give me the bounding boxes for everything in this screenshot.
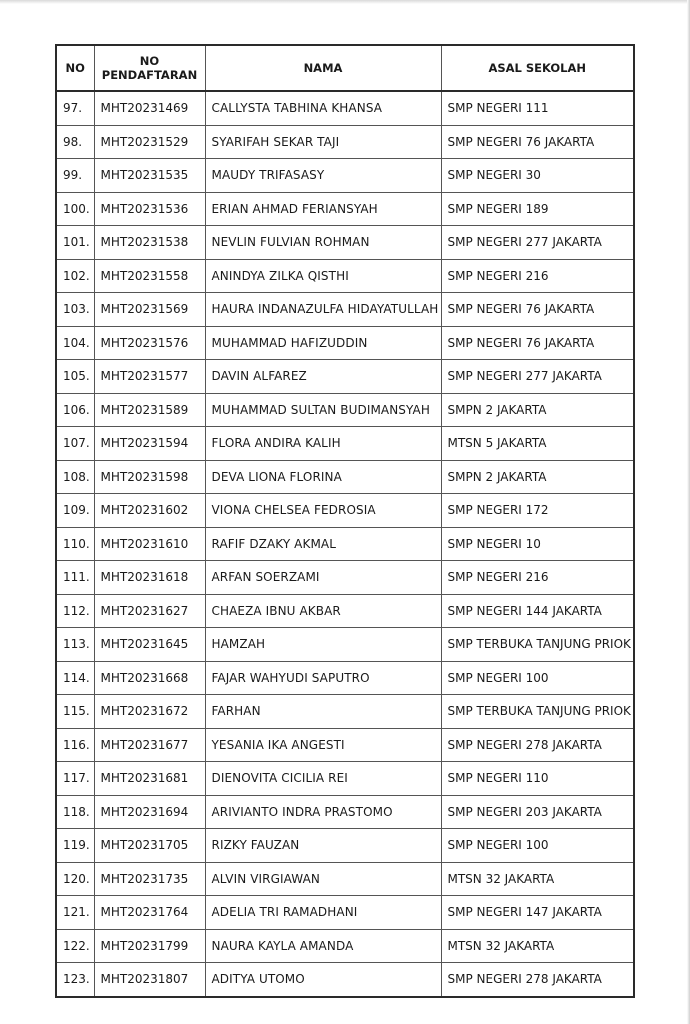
row-number: 99. <box>56 159 94 193</box>
table-row <box>56 594 634 628</box>
school-origin: SMP NEGERI 189 <box>441 192 634 226</box>
registration-number: MHT20231677 <box>94 728 205 762</box>
registration-number: MHT20231618 <box>94 561 205 595</box>
table-row <box>56 326 634 360</box>
student-name: CHAEZA IBNU AKBAR <box>205 594 441 628</box>
row-number: 110. <box>56 527 94 561</box>
header-name: NAMA <box>205 45 441 91</box>
school-origin: SMP NEGERI 10 <box>441 527 634 561</box>
student-name: DIENOVITA CICILIA REI <box>205 762 441 796</box>
school-origin: MTSN 32 JAKARTA <box>441 862 634 896</box>
row-number: 102. <box>56 259 94 293</box>
table-row <box>56 293 634 327</box>
table-row <box>56 259 634 293</box>
table-row <box>56 728 634 762</box>
school-origin: SMP NEGERI 76 JAKARTA <box>441 293 634 327</box>
student-name: NAURA KAYLA AMANDA <box>205 929 441 963</box>
table-row <box>56 91 634 125</box>
table-row <box>56 862 634 896</box>
table-row <box>56 628 634 662</box>
school-origin: SMP NEGERI 172 <box>441 494 634 528</box>
student-name: ARFAN SOERZAMI <box>205 561 441 595</box>
table-row <box>56 125 634 159</box>
table-row <box>56 795 634 829</box>
registration-number: MHT20231627 <box>94 594 205 628</box>
student-name: MAUDY TRIFASASY <box>205 159 441 193</box>
registration-number: MHT20231535 <box>94 159 205 193</box>
school-origin: SMP NEGERI 203 JAKARTA <box>441 795 634 829</box>
student-name: VIONA CHELSEA FEDROSIA <box>205 494 441 528</box>
student-name: RAFIF DZAKY AKMAL <box>205 527 441 561</box>
registration-number: MHT20231589 <box>94 393 205 427</box>
row-number: 114. <box>56 661 94 695</box>
registration-number: MHT20231598 <box>94 460 205 494</box>
table-row <box>56 695 634 729</box>
student-name: ARIVIANTO INDRA PRASTOMO <box>205 795 441 829</box>
row-number: 109. <box>56 494 94 528</box>
table-row <box>56 896 634 930</box>
student-name: FAJAR WAHYUDI SAPUTRO <box>205 661 441 695</box>
registration-number: MHT20231536 <box>94 192 205 226</box>
row-number: 97. <box>56 91 94 125</box>
header-row <box>56 45 634 91</box>
table-row <box>56 159 634 193</box>
student-name: ADITYA UTOMO <box>205 963 441 997</box>
registration-number: MHT20231672 <box>94 695 205 729</box>
table-row <box>56 963 634 997</box>
registration-number: MHT20231569 <box>94 293 205 327</box>
registration-number: MHT20231807 <box>94 963 205 997</box>
row-number: 104. <box>56 326 94 360</box>
row-number: 123. <box>56 963 94 997</box>
header-no: NO <box>56 45 94 91</box>
school-origin: SMP TERBUKA TANJUNG PRIOK <box>441 695 634 729</box>
table-row <box>56 192 634 226</box>
table-row <box>56 427 634 461</box>
student-name: YESANIA IKA ANGESTI <box>205 728 441 762</box>
student-name: MUHAMMAD SULTAN BUDIMANSYAH <box>205 393 441 427</box>
school-origin: SMP NEGERI 111 <box>441 91 634 125</box>
school-origin: SMP NEGERI 278 JAKARTA <box>441 728 634 762</box>
school-origin: SMP NEGERI 216 <box>441 561 634 595</box>
registration-number: MHT20231602 <box>94 494 205 528</box>
school-origin: SMP NEGERI 76 JAKARTA <box>441 326 634 360</box>
student-name: DEVA LIONA FLORINA <box>205 460 441 494</box>
row-number: 107. <box>56 427 94 461</box>
student-name: SYARIFAH SEKAR TAJI <box>205 125 441 159</box>
row-number: 115. <box>56 695 94 729</box>
school-origin: SMP NEGERI 216 <box>441 259 634 293</box>
school-origin: SMPN 2 JAKARTA <box>441 393 634 427</box>
student-name: HAURA INDANAZULFA HIDAYATULLAH <box>205 293 441 327</box>
student-name: CALLYSTA TABHINA KHANSA <box>205 91 441 125</box>
student-name: NEVLIN FULVIAN ROHMAN <box>205 226 441 260</box>
school-origin: SMP NEGERI 100 <box>441 829 634 863</box>
school-origin: SMP NEGERI 76 JAKARTA <box>441 125 634 159</box>
registration-number: MHT20231538 <box>94 226 205 260</box>
table-row <box>56 762 634 796</box>
header-school-origin: ASAL SEKOLAH <box>441 45 634 91</box>
school-origin: SMP NEGERI 110 <box>441 762 634 796</box>
table-header <box>56 45 634 91</box>
row-number: 121. <box>56 896 94 930</box>
registration-number: MHT20231576 <box>94 326 205 360</box>
registration-number: MHT20231799 <box>94 929 205 963</box>
school-origin: SMP NEGERI 100 <box>441 661 634 695</box>
row-number: 98. <box>56 125 94 159</box>
scan-edge-top <box>0 0 690 4</box>
school-origin: SMP NEGERI 277 JAKARTA <box>441 226 634 260</box>
row-number: 106. <box>56 393 94 427</box>
registration-number: MHT20231610 <box>94 527 205 561</box>
school-origin: MTSN 5 JAKARTA <box>441 427 634 461</box>
student-name: ERIAN AHMAD FERIANSYAH <box>205 192 441 226</box>
header-registration-number <box>94 45 205 91</box>
table-row <box>56 360 634 394</box>
student-name: HAMZAH <box>205 628 441 662</box>
row-number: 116. <box>56 728 94 762</box>
row-number: 113. <box>56 628 94 662</box>
student-list-table <box>55 44 635 998</box>
school-origin: SMPN 2 JAKARTA <box>441 460 634 494</box>
student-name: MUHAMMAD HAFIZUDDIN <box>205 326 441 360</box>
header-registration-line2: PENDAFTARAN <box>101 68 198 82</box>
school-origin: SMP NEGERI 278 JAKARTA <box>441 963 634 997</box>
row-number: 117. <box>56 762 94 796</box>
registration-number: MHT20231735 <box>94 862 205 896</box>
registration-number: MHT20231668 <box>94 661 205 695</box>
school-origin: SMP NEGERI 147 JAKARTA <box>441 896 634 930</box>
row-number: 112. <box>56 594 94 628</box>
school-origin: SMP NEGERI 277 JAKARTA <box>441 360 634 394</box>
registration-number: MHT20231558 <box>94 259 205 293</box>
table-row <box>56 393 634 427</box>
school-origin: MTSN 32 JAKARTA <box>441 929 634 963</box>
registration-number: MHT20231681 <box>94 762 205 796</box>
registration-number: MHT20231469 <box>94 91 205 125</box>
school-origin: SMP NEGERI 30 <box>441 159 634 193</box>
table-row <box>56 460 634 494</box>
student-name: ALVIN VIRGIAWAN <box>205 862 441 896</box>
school-origin: SMP NEGERI 144 JAKARTA <box>441 594 634 628</box>
table-row <box>56 661 634 695</box>
student-name: ANINDYA ZILKA QISTHI <box>205 259 441 293</box>
row-number: 100. <box>56 192 94 226</box>
row-number: 105. <box>56 360 94 394</box>
student-name: ADELIA TRI RAMADHANI <box>205 896 441 930</box>
row-number: 111. <box>56 561 94 595</box>
table-row <box>56 494 634 528</box>
row-number: 101. <box>56 226 94 260</box>
row-number: 118. <box>56 795 94 829</box>
student-name: RIZKY FAUZAN <box>205 829 441 863</box>
row-number: 120. <box>56 862 94 896</box>
row-number: 122. <box>56 929 94 963</box>
registration-number: MHT20231529 <box>94 125 205 159</box>
school-origin: SMP TERBUKA TANJUNG PRIOK <box>441 628 634 662</box>
registration-number: MHT20231645 <box>94 628 205 662</box>
table-body <box>56 91 634 997</box>
registration-number: MHT20231705 <box>94 829 205 863</box>
table-row <box>56 829 634 863</box>
table-row <box>56 527 634 561</box>
student-name: DAVIN ALFAREZ <box>205 360 441 394</box>
registration-number: MHT20231577 <box>94 360 205 394</box>
registration-number: MHT20231694 <box>94 795 205 829</box>
student-name: FARHAN <box>205 695 441 729</box>
table-row <box>56 561 634 595</box>
row-number: 119. <box>56 829 94 863</box>
registration-number: MHT20231594 <box>94 427 205 461</box>
registration-number: MHT20231764 <box>94 896 205 930</box>
row-number: 108. <box>56 460 94 494</box>
row-number: 103. <box>56 293 94 327</box>
student-name: FLORA ANDIRA KALIH <box>205 427 441 461</box>
table-row <box>56 226 634 260</box>
header-registration-line1: NO <box>139 54 160 68</box>
table-row <box>56 929 634 963</box>
